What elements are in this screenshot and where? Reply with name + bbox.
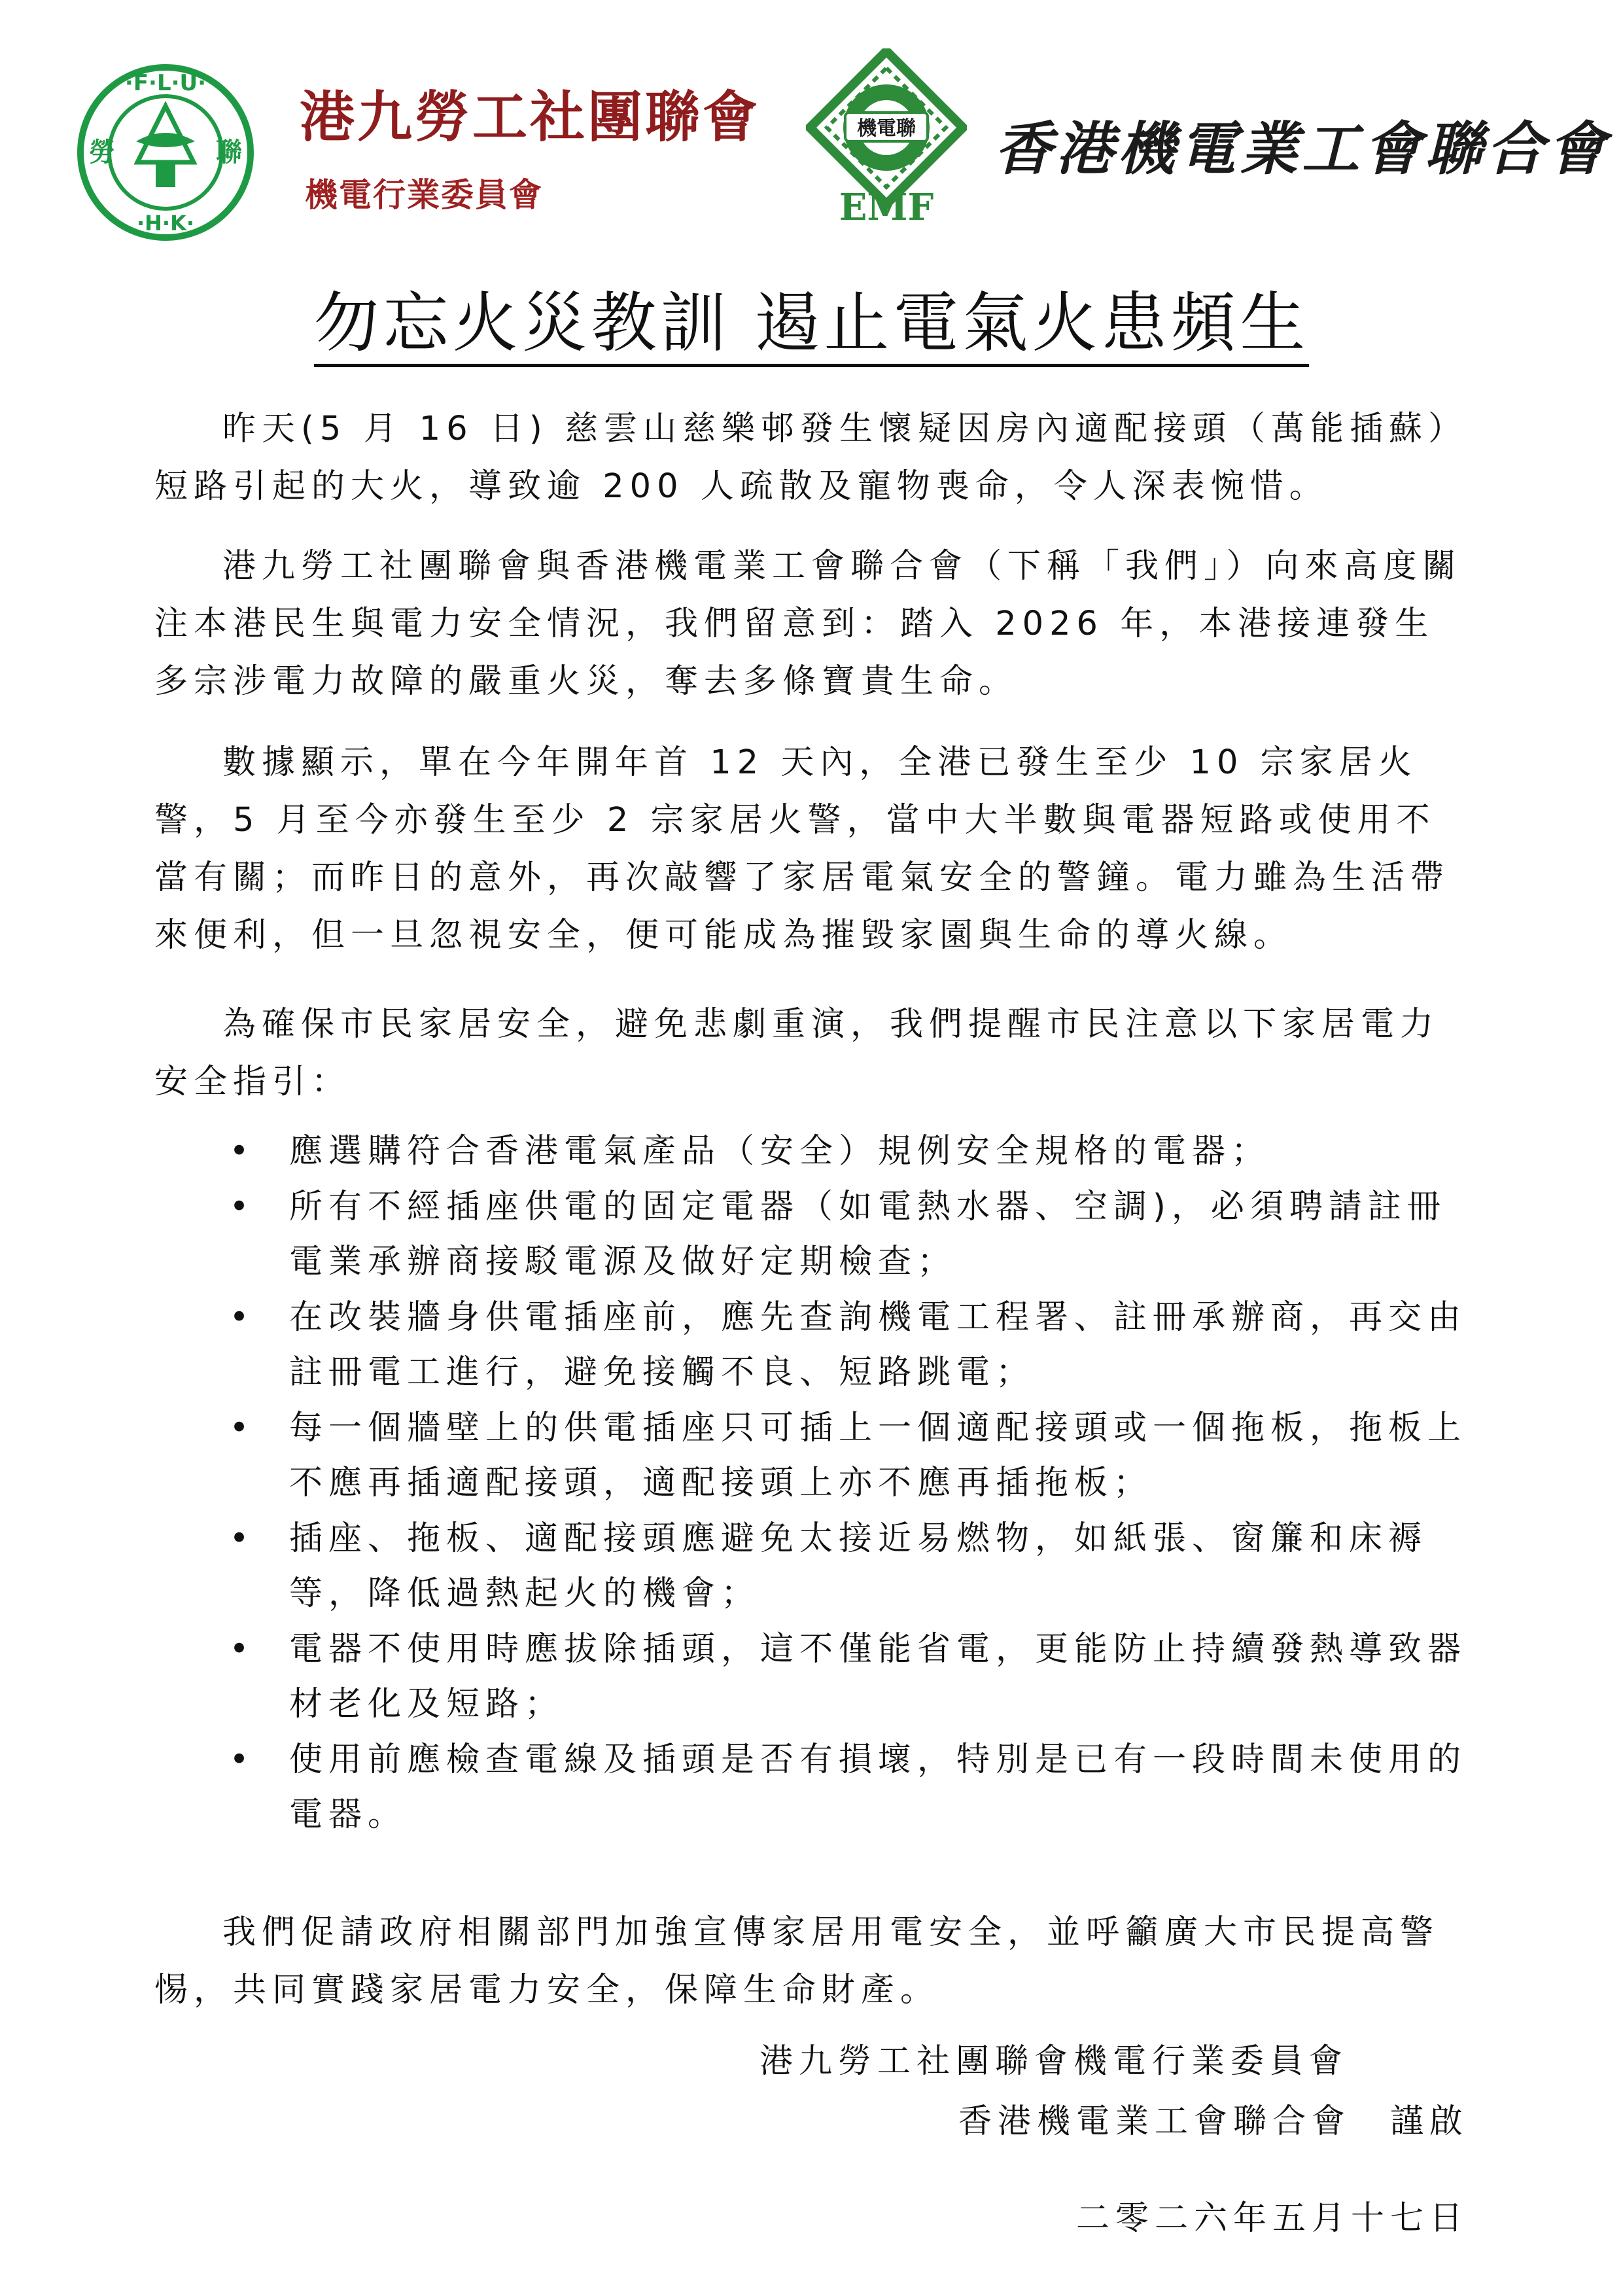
page-title (0, 283, 1623, 364)
paragraph-1 (154, 400, 1469, 516)
signature-line-1: 港九勞工社團聯會機電行業委員會 (759, 2042, 1348, 2081)
emf-logo (806, 48, 967, 224)
paragraph-1-text: 昨天(5 月 16 日) 慈雲山慈樂邨發生懷疑因房內適配接頭（萬能插蘇）短路引起的大火，導致逾 200 人疏散及寵物喪命，令人深表惋惜。 (154, 410, 1467, 506)
emf-logo-bottom-text: EMF (839, 186, 934, 224)
paragraph-4 (154, 996, 1469, 1111)
signature-line-2: 香港機電業工會聯合會 謹啟 (958, 2102, 1469, 2141)
document-date: 二零二六年五月十七日 (1075, 2199, 1469, 2238)
flu-logo (73, 64, 258, 241)
bullet-icon: • (229, 1740, 255, 1779)
list-item: • 所有不經插座供電的固定電器（如電熱水器、空調)，必須聘請註冊電業承辦商接駁電源及做好定期檢查； (229, 1180, 1472, 1290)
emf-org-name: 香港機電業工會聯合會 (994, 115, 1610, 183)
flu-committee-name: 機電行業委員會 (305, 176, 543, 214)
list-item: • 應選購符合香港電氣產品（安全）規例安全規格的電器； (229, 1124, 1472, 1179)
bullet-icon: • (229, 1132, 255, 1171)
page-title-text: 勿忘火災教訓 遏止電氣火患頻生 (314, 285, 1310, 367)
list-item: • 使用前應檢查電線及插頭是否有損壞，特別是已有一段時間未使用的電器。 (229, 1733, 1472, 1843)
paragraph-2 (154, 538, 1469, 711)
bullet-icon: • (229, 1409, 255, 1447)
bullet-icon: • (229, 1188, 255, 1226)
paragraph-3-text: 數據顯示，單在今年開年首 12 天內，全港已發生至少 10 宗家居火警，5 月至今亦發生至少 2 宗家居火警，當中大半數與電器短路或使用不當有關；而昨日的意外，再次敲響了家居電氣安全的警鐘。電力雖為生活帶來便利，但一旦忽視安全，便可能成為摧毀家園與生命的導火線。 (154, 743, 1450, 955)
list-item: • 在改裝牆身供電插座前，應先查詢機電工程署、註冊承辦商，再交由註冊電工進行，避免接觸不良、短路跳電； (229, 1290, 1472, 1400)
closing-paragraph (154, 1904, 1469, 2019)
closing-text: 我們促請政府相關部門加強宣傳家居用電安全，並呼籲廣大市民提高警惕，共同實踐家居電力安全，保障生命財產。 (154, 1913, 1440, 2009)
guideline-list (229, 1124, 1472, 1843)
paragraph-2-text: 港九勞工社團聯會與香港機電業工會聯合會（下稱「我們」）向來高度關注本港民生與電力安全情況，我們留意到：踏入 2026 年，本港接連發生多宗涉電力故障的嚴重火災，奪去多條寶貴生命。 (154, 547, 1462, 701)
list-item: • 每一個牆壁上的供電插座只可插上一個適配接頭或一個拖板，拖板上不應再插適配接頭，適配接頭上亦不應再插拖板； (229, 1401, 1472, 1511)
paragraph-4-text: 為確保市民家居安全，避免悲劇重演，我們提醒市民注意以下家居電力安全指引： (154, 1005, 1440, 1101)
flu-logo-left-char: 勞 (89, 137, 115, 168)
paragraph-3 (154, 734, 1469, 964)
bullet-icon: • (229, 1630, 255, 1669)
flu-org-name: 港九勞工社團聯會 (300, 84, 761, 149)
flu-logo-top-text: ·F·L·U· (124, 70, 207, 96)
emf-logo-center-text: 機電聯 (857, 117, 916, 140)
list-item: • 電器不使用時應拔除插頭，這不僅能省電，更能防止持續發熱導致器材老化及短路； (229, 1622, 1472, 1732)
flu-logo-right-char: 聯 (216, 137, 242, 168)
list-item: • 插座、拖板、適配接頭應避免太接近易燃物，如紙張、窗簾和床褥等，降低過熱起火的機會； (229, 1511, 1472, 1621)
bullet-icon: • (229, 1298, 255, 1337)
bullet-icon: • (229, 1519, 255, 1558)
flu-logo-bottom-text: ·H·K· (136, 211, 195, 236)
